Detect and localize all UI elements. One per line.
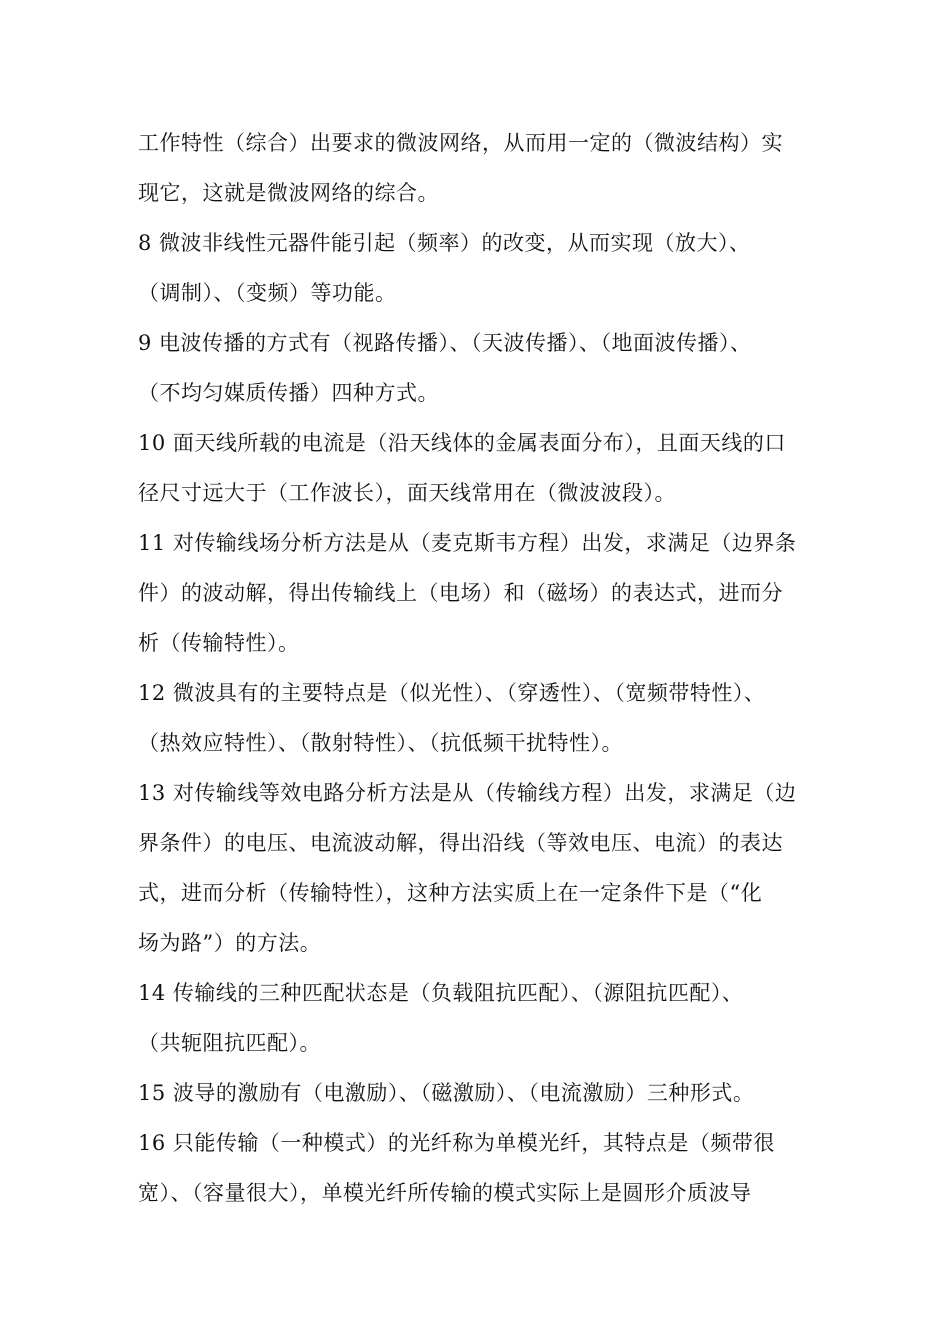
text-line: （共轭阻抗匹配）。 [138,1031,321,1055]
text-line: 14 传输线的三种匹配状态是（负载阻抗匹配）、（源阻抗匹配）、 [138,981,744,1005]
text-line: （不均匀媒质传播）四种方式。 [138,381,439,405]
text-line: 场为路”）的方法。 [138,931,322,955]
text-line: 析（传输特性）。 [138,631,300,655]
text-line: 件）的波动解，得出传输线上（电场）和（磁场）的表达式，进而分 [138,581,783,605]
text-line: 径尺寸远大于（工作波长），面天线常用在（微波波段）。 [138,481,676,505]
text-line: 8 微波非线性元器件能引起（频率）的改变，从而实现（放大）、 [138,231,751,255]
text-line: 10 面天线所载的电流是（沿天线体的金属表面分布），且面天线的口 [138,431,786,455]
text-line: （调制）、（变频）等功能。 [138,281,397,305]
text-line: 15 波导的激励有（电激励）、（磁激励）、（电流激励）三种形式。 [138,1081,755,1105]
text-line: 11 对传输线场分析方法是从（麦克斯韦方程）出发，求满足（边界条 [138,531,797,555]
text-line: 宽）、（容量很大），单模光纤所传输的模式实际上是圆形介质波导 [138,1181,752,1205]
text-line: 界条件）的电压、电流波动解，得出沿线（等效电压、电流）的表达 [138,831,783,855]
document-body [138,118,838,1218]
text-line: 13 对传输线等效电路分析方法是从（传输线方程）出发，求满足（边 [138,781,797,805]
text-line: 式，进而分析（传输特性），这种方法实质上在一定条件下是（“化 [138,881,763,905]
text-line: 12 微波具有的主要特点是（似光性）、（穿透性）、（宽频带特性）、 [138,681,766,705]
text-line: 9 电波传播的方式有（视路传播）、（天波传播）、（地面波传播）、 [138,331,752,355]
text-line: （热效应特性）、（散射特性）、（抗低频干扰特性）。 [138,731,623,755]
text-line: 现它，这就是微波网络的综合。 [138,181,439,205]
text-line: 工作特性（综合）出要求的微波网络，从而用一定的（微波结构）实 [138,131,783,155]
text-line: 16 只能传输（一种模式）的光纤称为单模光纤，其特点是（频带很 [138,1131,775,1155]
